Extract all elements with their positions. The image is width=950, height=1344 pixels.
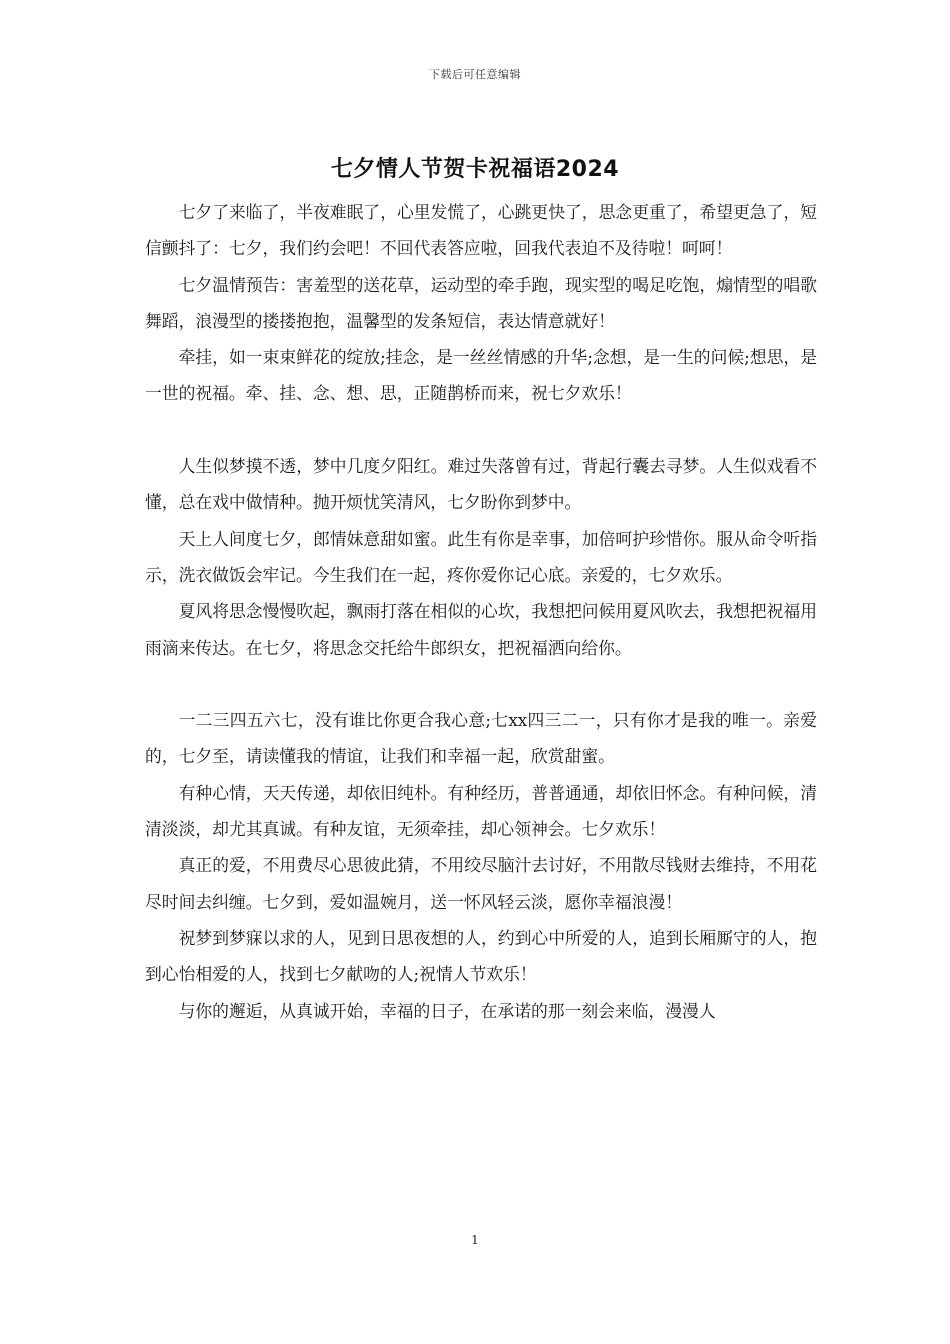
paragraph: 七夕温情预告：害羞型的送花草，运动型的牵手跑，现实型的喝足吃饱，煽情型的唱歌舞蹈，浪漫型的搂搂抱抱，温馨型的发条短信，表达情意就好！ (145, 274, 817, 331)
document-title: 七夕情人节贺卡祝福语2024 (330, 157, 620, 182)
paragraph: 真正的爱，不用费尽心思彼此猜，不用绞尽脑汁去讨好，不用散尽钱财去维持，不用花尽时间去纠缠。七夕到，爱如温婉月，送一怀风轻云淡，愿你幸福浪漫！ (145, 855, 817, 912)
paragraph: 与你的邂逅，从真诚开始，幸福的日子，在承诺的那一刻会来临，漫漫人 (178, 1000, 716, 1021)
page-number: 1 (471, 1233, 479, 1247)
paragraph: 有种心情，天天传递，却依旧纯朴。有种经历，普普通通，却依旧怀念。有种问候，清清淡淡，却尤其真诚。有种友谊，无须牵挂，却心领神会。七夕欢乐！ (145, 782, 817, 840)
paragraph: 七夕了来临了，半夜难眠了，心里发慌了，心跳更快了，思念更重了，希望更急了，短信颤抖了：七夕，我们约会吧！不回代表答应啦，回我代表迫不及待啦！呵呵！ (145, 202, 817, 259)
paragraph: 人生似梦摸不透，梦中几度夕阳红。难过失落曾有过，背起行囊去寻梦。人生似戏看不懂，总在戏中做情种。抛开烦忧笑清风，七夕盼你到梦中。 (145, 456, 817, 513)
paragraph: 祝梦到梦寐以求的人，见到日思夜想的人，约到心中所爱的人，追到长厢厮守的人，抱到心怡相爱的人，找到七夕献吻的人;祝情人节欢乐！ (145, 927, 817, 985)
document-body (145, 194, 817, 1029)
paragraph: 牵挂，如一束束鲜花的绽放;挂念，是一丝丝情感的升华;念想，是一生的问候;想思，是一世的祝福。牵、挂、念、想、思，正随鹊桥而来，祝七夕欢乐！ (145, 347, 817, 404)
blank-line (145, 666, 817, 702)
paragraph: 一二三四五六七，没有谁比你更合我心意;七xx四三二一，只有你才是我的唯一。亲爱的，七夕至，请读懂我的情谊，让我们和幸福一起，欣赏甜蜜。 (145, 710, 817, 767)
header-note: 下载后可任意编辑 (429, 68, 521, 81)
blank-line (145, 412, 817, 448)
paragraph: 天上人间度七夕，郎情妹意甜如蜜。此生有你是幸事，加倍呵护珍惜你。服从命令听指示，洗衣做饭会牢记。今生我们在一起，疼你爱你记心底。亲爱的，七夕欢乐。 (145, 528, 817, 585)
paragraph: 夏风将思念慢慢吹起，飘雨打落在相似的心坎，我想把问候用夏风吹去，我想把祝福用雨滴来传达。在七夕，将思念交托给牛郎织女，把祝福洒向给你。 (145, 601, 817, 658)
